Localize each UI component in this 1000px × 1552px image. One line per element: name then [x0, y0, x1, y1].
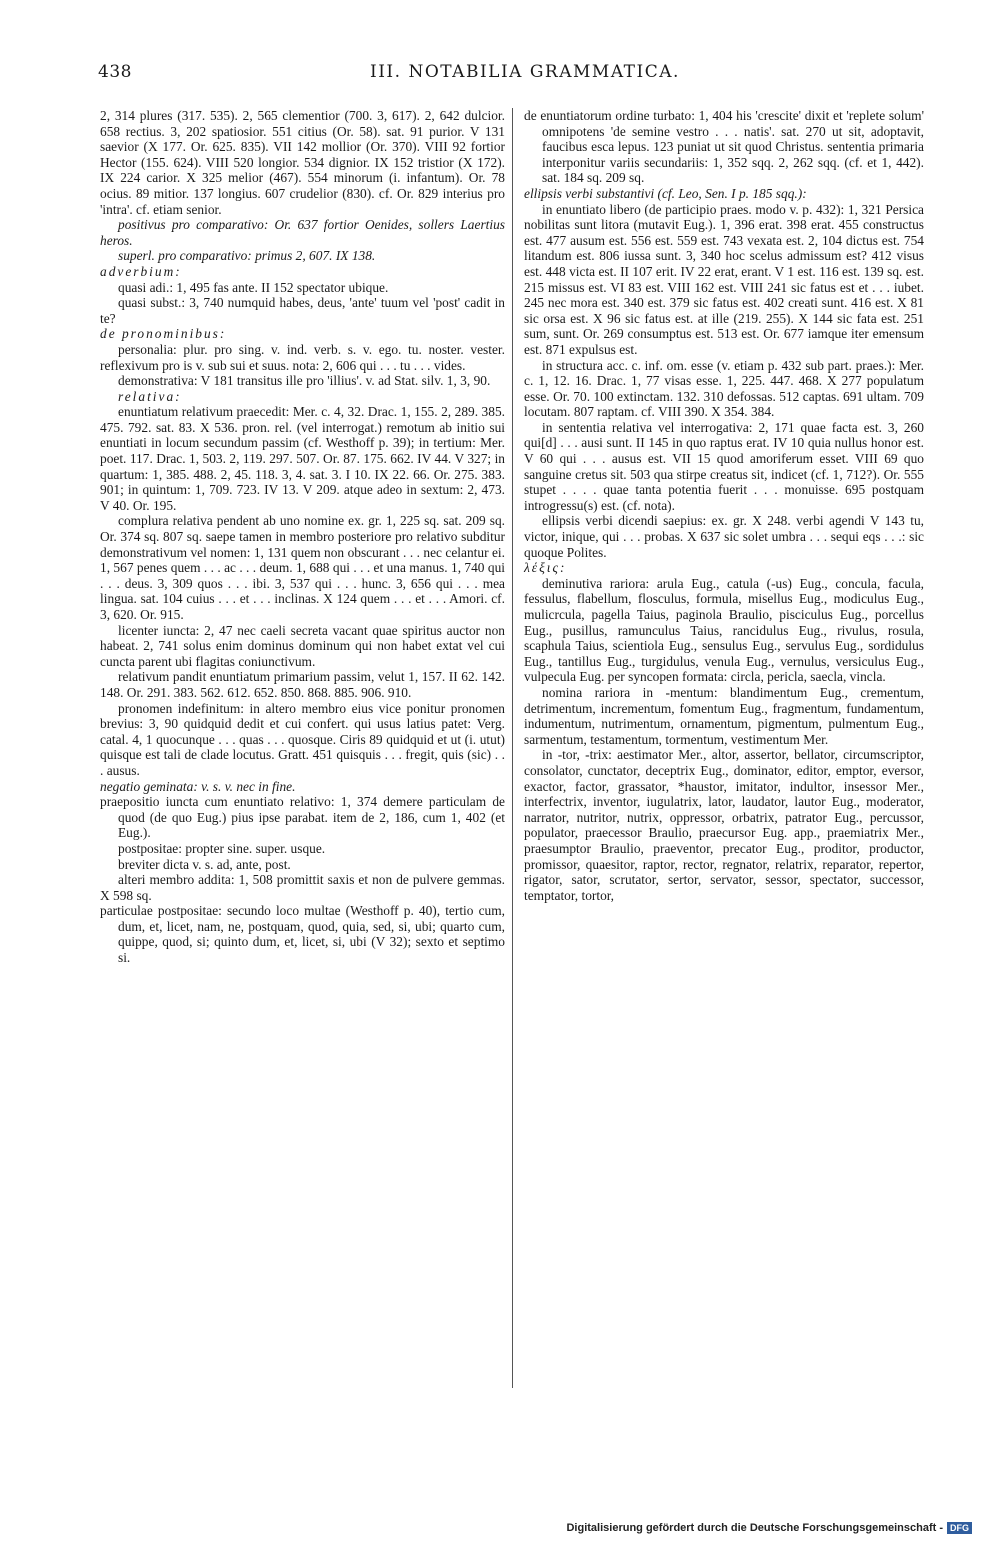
- section-heading: adverbium:: [100, 263, 182, 279]
- text-block: nomina rariora in -mentum: blandimentum Eug., crementum, detrimentum, incrementum, fomentum Eug., fragmentum, fundamentum, indumentum, nutrimentum, ornamentum, pigmentum, pulmentum Eug., sarmentum, testamentum, tormentum, vestimentum Mer.: [524, 684, 924, 747]
- text-block: enuntiatum relativum praecedit: Mer. c. 4, 32. Drac. 1, 155. 2, 289. 385. 475. 792. sat. 83. X 536. pron. rel. (vel interrogat.) remotum ab initio sui enuntiati in locum secundum passim (cf. Westhoff p. 39); in tertium: Mer. poet. 117. Drac. 1, 503. 2, 119. 297. 507. Or. 87. 175. 662. IV 44. V 327; in quartum: 1, 385. 488. 2, 45. 118. 3, 4. sat. 3. I 10. IX 22. 66. Or. 275. 383. 901; in quintum: 1, 709. 723. IV 13. V 209. atque adeo in sextum: 2, 473. V 40. Or. 195.: [100, 404, 505, 513]
- text-block: ellipsis verbi dicendi saepius: ex. gr. X 248. verbi agendi V 143 tu, victor, inique, qui . . . probas. X 637 sic solet umbra . . . sequi eqs . . .: sic quoque Polites.: [524, 513, 924, 560]
- section-heading: relativa:: [118, 388, 182, 404]
- right-column: [524, 108, 924, 903]
- page-number: 438: [98, 62, 132, 82]
- text-block: in enuntiato libero (de participio praes. modo v. p. 432): 1, 321 Persica nobilitas sunt litora (mutavit Eug.). 1, 396 erat. 398 erat. 455 constructus est. 477 ausum est. 556 est. 559 est. 743 vexata est. 2, 104 dictus est. 754 litandum est. 806 iussa sunt. 3, 340 hoc scelus admissum est? 412 visus est. 448 victa est. II 107 erit. IV 22 erat, erant. V 1 est. 116 est. 139 sq. est. 215 missus est. VI 83 est. VIII 162 est. VIII 241 sic fatus est et . . . iubet. 245 nec mora est. 340 est. 379 sic fatus est. 402 creati sunt. 416 est. X 81 sic orsa est. X 96 sic fatus est. at ille (219. 255). X 144 sic fata est. 251 sum, sunt. Or. 269 consumptus est. 513 est. Or. 677 iamque iter emensum est. 871 expulsus est.: [524, 201, 924, 357]
- text-block: alteri membro addita: 1, 508 promittit saxis et non de pulvere gemmas. X 598 sq.: [100, 872, 505, 903]
- text-block: 2, 314 plures (317. 535). 2, 565 clementior (700. 3, 617). 2, 642 dulcior. 658 rectius. 3, 202 spatiosior. 551 citius (Or. 58). sat. 91 purior. V 131 saevior (X 177. Or. 625. 835). VII 142 mollior (Or. 370). VIII 92 fortior Hector (155. 624). VIII 520 longior. 534 dignior. IX 152 tristior (X 172). IX 224 carior. X 325 melior (467). 554 minorum (i. infantum). Or. 78 ocius. 89 mitior. 137 longius. 607 crudelior (830). cf. Or. 829 interius pro 'intra'. cf. etiam senior.: [100, 108, 505, 217]
- text-block: complura relativa pendent ab uno nomine ex. gr. 1, 225 sq. sat. 209 sq. Or. 374 sq. 807 sq. saepe tamen in membro posteriore pro relativo subditur demonstrativum vel nomen: 1, 131 quem non obscurant . . . nec celantur ei. 1, 567 penes quem . . . ac . . . deum. 1, 688 qui . . . et una manus. 1, 740 qui . . . deus. 3, 309 quos . . . ibi. 3, 537 qui . . . hunc. 3, 656 qui . . . mea lingua. sat. 104 cuius . . . et . . . inclinas. X 124 quem . . . et . . . Amori. cf. 3, 620. Or. 915.: [100, 513, 505, 622]
- text-block: personalia: plur. pro sing. v. ind. verb. s. v. ego. tu. noster. vester. reflexivum pro is v. sub sui et suus. nota: 2, 606 qui . . . tu . . . vides.: [100, 341, 505, 373]
- text-block: relativum pandit enuntiatum primarium passim, velut 1, 157. II 62. 142. 148. Or. 291. 383. 562. 612. 652. 850. 868. 885. 906. 910.: [100, 669, 505, 700]
- text-block: de enuntiatorum ordine turbato: 1, 404 his 'crescite' dixit et 'replete solum' omnipotens 'de semine vestro . . . natis'. sat. 270 ut sit, adoptavit, faucibus esca lepus. 123 puniat ut sit quod Christus. sententia primaria interponitur variis secundariis: 1, 352 sqq. 2, 262 sqq. (cf. et 1, 442). sat. 184 sq. 209 sq.: [524, 108, 924, 186]
- footer: [566, 1522, 972, 1534]
- footer-text: Digitalisierung gefördert durch die Deutsche Forschungsgemeinschaft -: [566, 1522, 943, 1534]
- text-block: in structura acc. c. inf. om. esse (v. etiam p. 432 sub part. praes.): Mer. c. 1, 12. 16. Drac. 1, 77 visas esse. 1, 225. 447. 468. X 277 populatum esse. Or. 70. 100 extinctam. 132. 310 defossas. 512 captas. 691 ultam. 709 locutam. 807 raptam. cf. VIII 390. X 354. 384.: [524, 357, 924, 420]
- section-heading: de pronominibus:: [100, 326, 227, 342]
- text-block: pronomen indefinitum: in altero membro eius vice ponitur pronomen brevius: 3, 90 quidquid dedit et cui confert. qui usus latius patet: Verg. catal. 4, 1 quocunque . . . quas . . . quosque. Ciris 89 quidquid et ut (i. utut) quisque est tali de clade locutus. Gratt. 451 quisquis . . . fregit, quis (sic) . . . ausus.: [100, 700, 505, 778]
- text-block: in sententia relativa vel interrogativa: 2, 171 quae facta est. 3, 260 qui[d] . . . ausi sunt. II 145 in quo raptus erat. IV 10 quia nullus honor est. V 60 qui . . . ausus est. VII 15 quod amoriferum esset. VIII 69 quo sanguine cretus sit. 503 qua stirpe creatus sit, indicet (cf. 1, 712?). Or. 555 stupet . . . . quae tanta potentia fuerit . . . monuisse. 695 postquam introgressu(s) est. (cf. nota).: [524, 419, 924, 513]
- text-block: breviter dicta v. s. ad, ante, post.: [118, 856, 291, 872]
- left-column: [100, 108, 505, 966]
- section-heading: ellipsis verbi substantivi (cf. Leo, Sen. I p. 185 sqq.):: [524, 185, 807, 201]
- text-block: negatio geminata: v. s. v. nec in fine.: [100, 778, 296, 794]
- text-block: postpositae: propter sine. super. usque.: [118, 840, 326, 856]
- section-heading: λέξις:: [524, 560, 567, 576]
- text-block: demonstrativa: V 181 transitus ille pro 'illius'. v. ad Stat. silv. 1, 3, 90.: [118, 373, 491, 389]
- text-block: licenter iuncta: 2, 47 nec caeli secreta vacant quae spiritus auctor non habeat. 2, 741 solus enim dominus dominum qui non habet extat vel cui cuncta parent ubi flagitas coniunctivum.: [100, 622, 505, 669]
- text-block: deminutiva rariora: arula Eug., catula (-us) Eug., concula, facula, fessulus, flabellum, flosculus, formula, misellus Eug., modiculus Eug., mulicrcula, pagella Taius, paginola Braulio, pisciculus Eug., porcellus Eug., pusillus, ramunculus Taius, rancidulus Eug., rivulus, rosula, scaphula Taius, scientiola Eug., sensulus Eug., servulus Eug., sordidulus Eug., tantillus Eug., turgidulus, venula Eug., vernulus, versiculus Eug., vulpecula Eug. per syncopen formata: circla, pericla, saecla, vincla.: [524, 575, 924, 685]
- text-block: superl. pro comparativo: primus 2, 607. IX 138.: [118, 248, 376, 264]
- dfg-logo-icon: DFG: [947, 1522, 972, 1534]
- text-block: positivus pro comparativo: Or. 637 fortior Oenides, sollers Laertius heros.: [100, 217, 505, 248]
- text-block: in -tor, -trix: aestimator Mer., altor, assertor, bellator, circumscriptor, consolator, cunctator, deceptrix Eug., dominator, editor, emptor, eversor, exactor, factor, grassator, *haustor, imitator, indultor, insessor Mer., interfectrix, inventor, iugulatrix, lator, laudator, lautor Eug., moderator, narrator, nutritor, nutrix, oppressor, orbatrix, patrator Eug., percussor, populator, praecessor Braulio, praecursor Eug. app., praemiatrix Mer., praesumptor Braulio, praeventor, precator Eug., proditor, productor, promissor, quaesitor, raptor, rector, regnator, relatrix, reparator, repertor, rigator, sator, scrutator, sertor, servator, sessor, spectator, successor, temptator, tortor,: [524, 747, 924, 903]
- text-block: quasi subst.: 3, 740 numquid habes, deus, 'ante' tuum vel 'post' cadit in te?: [100, 295, 505, 326]
- text-block: quasi adi.: 1, 495 fas ante. II 152 spectator ubique.: [118, 279, 389, 295]
- running-head: III. NOTABILIA GRAMMATICA.: [370, 62, 680, 82]
- text-block: praepositio iuncta cum enuntiato relativo: 1, 374 demere particulam de quod (de quo Eug.) pius ipse parabat. item de 2, 186, cum 1, 402 (et Eug.).: [100, 794, 505, 841]
- column-divider: [512, 108, 513, 1388]
- text-block: particulae postpositae: secundo loco multae (Westhoff p. 40), tertio cum, dum, et, licet, nam, ne, postquam, quod, quia, sed, si, ubi; quarto cum, quippe, quod, si; quinto dum, et, licet, si, ubi (V 32); sexto et septimo si.: [100, 903, 505, 966]
